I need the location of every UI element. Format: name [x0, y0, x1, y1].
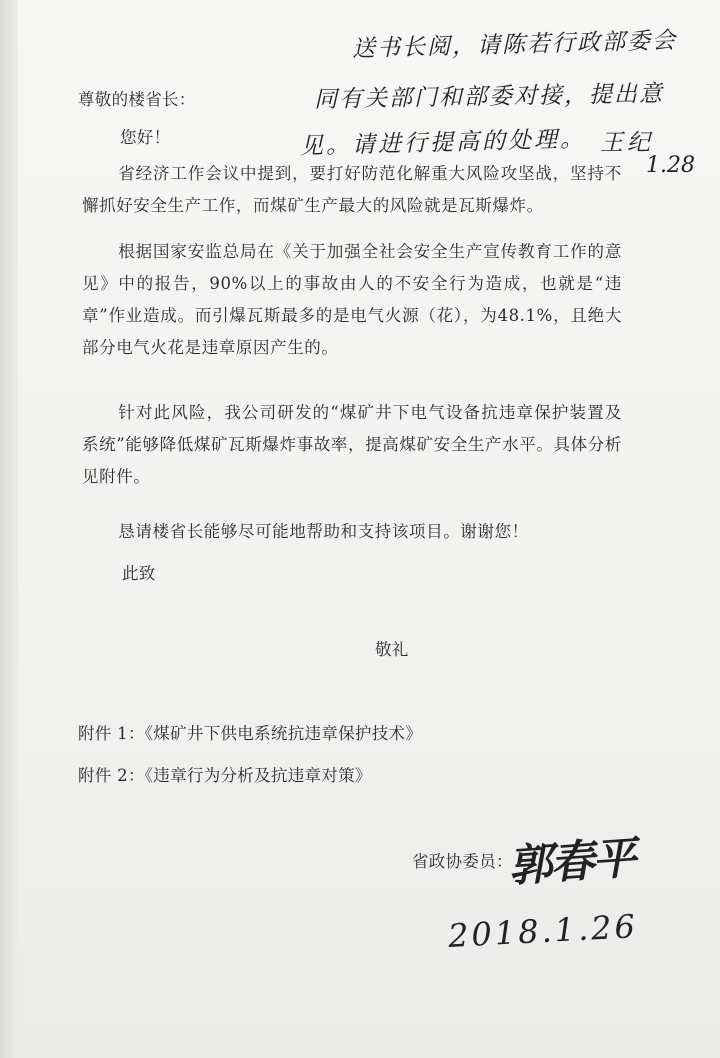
handwritten-note-line-1: 送书长阅，请陈若行政部委会 [351, 27, 678, 63]
signer-label: 省政协委员： [412, 852, 513, 871]
handwritten-note-signature: 王纪 [600, 130, 654, 156]
body-paragraph-2: 根据国家安监总局在《关于加强全社会安全生产宣传教育工作的意见》中的报告，90%以上的事故由人的不安全行为造成，也就是“违章”作业造成。而引爆瓦斯最多的是电气火源（花），为48.1%，且绝大部分电气火花是违章原因产生的。 [82, 242, 622, 357]
page-edge-shadow [0, 0, 18, 1058]
closing-jing-li: 敬礼 [375, 640, 409, 659]
attachment-2: 附件 2：《违章行为分析及抗违章对策》 [78, 766, 372, 785]
body-paragraph-4: 恳请楼省长能够尽可能地帮助和支持该项目。谢谢您！ [118, 522, 529, 541]
attachment-1: 附件 1：《煤矿井下供电系统抗违章保护技术》 [78, 724, 423, 743]
handwritten-note-line-2: 同有关部门和部委对接，提出意 [313, 80, 665, 114]
greeting: 您好！ [120, 128, 171, 147]
body-paragraph-1: 省经济工作会议中提到，要打好防范化解重大风险攻坚战，坚持不懈抓好安全生产工作，而煤矿生产最大的风险就是瓦斯爆炸。 [82, 164, 622, 215]
salutation: 尊敬的楼省长： [78, 90, 196, 109]
handwritten-note-date: 1.28 [646, 153, 695, 178]
handwritten-date: 2018.1.26 [447, 907, 639, 955]
handwritten-signature: 郭春平 [506, 832, 636, 893]
body-paragraph-3: 针对此风险，我公司研发的“煤矿井下电气设备抗违章保护装置及系统”能够降低煤矿瓦斯爆炸事故率，提高煤矿安全生产水平。具体分析见附件。 [82, 403, 622, 486]
closing-ci-zhi: 此致 [122, 564, 156, 583]
handwritten-note-line-3: 见。请进行提高的处理。 [299, 126, 587, 160]
